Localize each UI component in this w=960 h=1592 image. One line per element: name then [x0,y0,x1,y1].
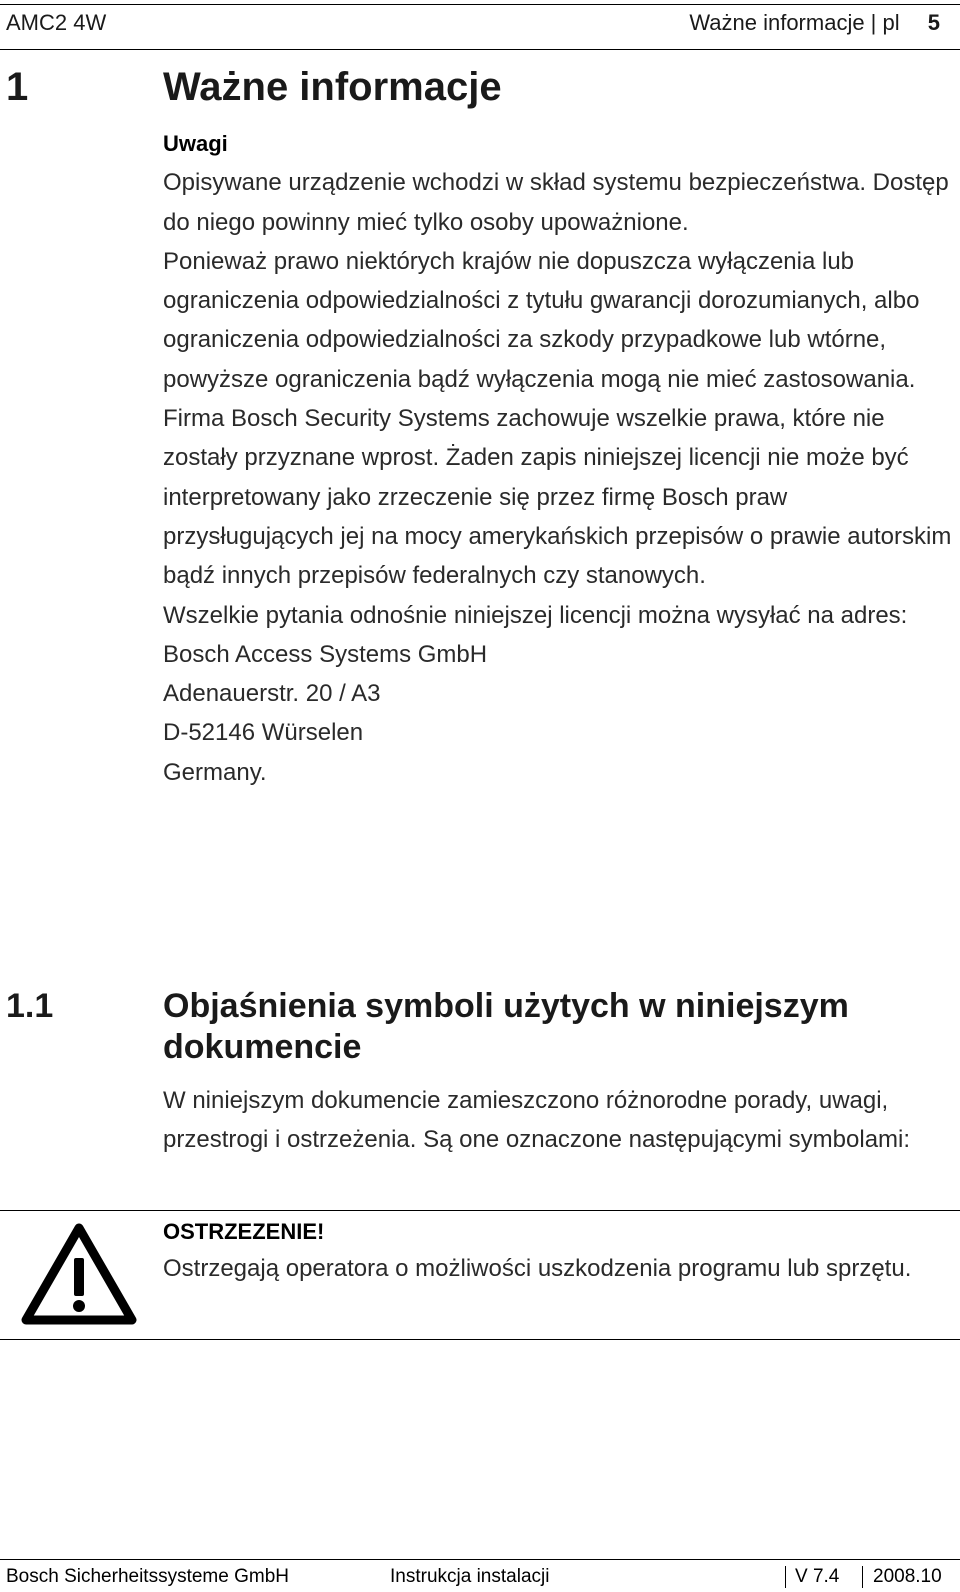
notes-heading: Uwagi [163,131,228,156]
section-intro [163,1081,953,1160]
footer-version: V 7.4 [795,1566,840,1587]
page-footer [0,1559,960,1592]
notes-paragraph: Ponieważ prawo niektórych krajów nie dopuszcza wyłączenia lub ograniczenia odpowiedzialności z tytułu gwarancji dorozumianych, albo ograniczenia odpowiedzialności za szkody przypadkowe lub wtórne, powyższe ograniczenia bądź wyłączenia mogą nie mieć zastosowania. [163,247,920,393]
footer-divider [785,1566,786,1588]
address-line: Bosch Access Systems GmbH [163,640,488,668]
doc-code: AMC2 4W [6,10,107,35]
chapter-number: 1 [6,65,29,109]
chapter-title: Ważne informacje [163,65,502,109]
notes-paragraph: Opisywane urządzenie wchodzi w skład systemu bezpieczeństwa. Dostęp do niego powinny mieć tylko osoby upoważnione. [163,169,949,236]
section-label: Ważne informacje | pl [689,10,900,35]
address-line: Germany. [163,758,267,786]
address-line: D-52146 Würselen [163,719,364,747]
warning-box [0,1210,960,1340]
section-title: Objaśnienia symboli użytych w niniejszym dokumencie [163,987,849,1066]
footer-divider [862,1566,863,1588]
warning-title: OSTRZEZENIE! [163,1219,325,1244]
warning-text: Ostrzegają operatora o możliwości uszkodzenia programu lub sprzętu. [163,1255,912,1282]
page-number: 5 [927,10,940,35]
notes-paragraph: Wszelkie pytania odnośnie niniejszej licencji można wysyłać na adres: [163,601,908,629]
header-right [689,10,940,36]
page-header [0,4,960,50]
section-intro-text: W niniejszym dokumencie zamieszczono różnorodne porady, uwagi, przestrogi i ostrzeżenia. Są one oznaczone następującymi symbolami: [163,1087,911,1154]
footer-date: 2008.10 [873,1566,942,1587]
notes-paragraph: Firma Bosch Security Systems zachowuje wszelkie prawa, które nie zostały przyznane wprost. Żaden zapis niniejszej licencji nie może być interpretowany jako zrzeczenie się przez firmę Bosch praw przysługujących jej na mocy amerykańskich przepisów o prawie autorskim bądź innych przepisów federalnych czy stanowych. [163,405,952,590]
notes-block [163,124,953,792]
address-line: Adenauerstr. 20 / A3 [163,680,381,708]
footer-company: Bosch Sicherheitssysteme GmbH [6,1566,289,1587]
footer-doc-type: Instrukcja instalacji [390,1566,550,1587]
warning-triangle-icon [20,1222,138,1326]
section-number: 1.1 [6,987,54,1025]
